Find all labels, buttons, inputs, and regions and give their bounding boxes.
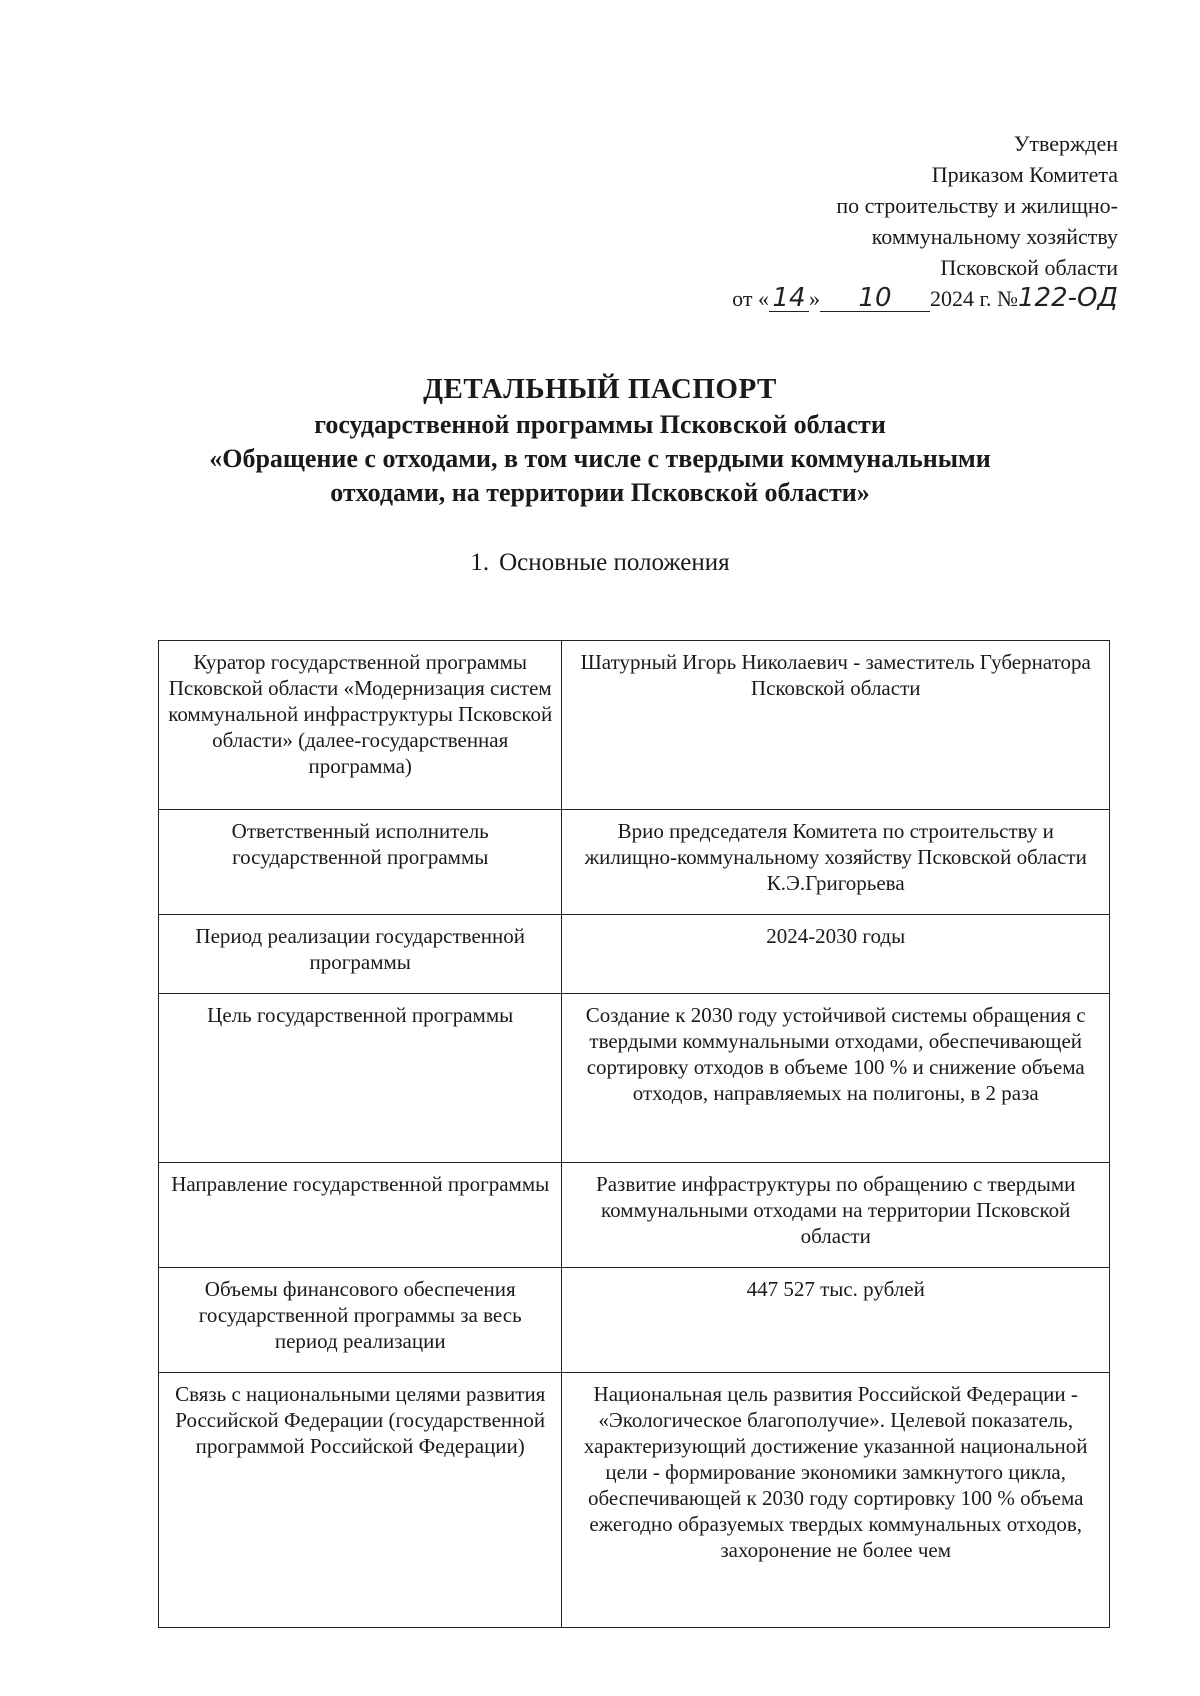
table-row xyxy=(159,810,1110,915)
table-row xyxy=(159,994,1110,1163)
approval-line-order: Приказом Комитета xyxy=(931,162,1118,187)
section-heading xyxy=(0,547,1200,579)
row-label-period: Период реализации государственной программы xyxy=(159,915,562,994)
title-main: ДЕТАЛЬНЫЙ ПАСПОРТ xyxy=(423,373,777,405)
row-value-curator: Шатурный Игорь Николаевич - заместитель Губернатора Псковской области xyxy=(562,641,1110,810)
date-day-close: » xyxy=(808,286,820,311)
title-line-name-part2: отходами, на территории Псковской области» xyxy=(330,478,870,507)
passport-table xyxy=(158,640,1110,1628)
table-row xyxy=(159,641,1110,810)
date-year: 2024 г. № xyxy=(929,286,1018,311)
table-row xyxy=(159,915,1110,994)
row-value-goal: Создание к 2030 году устойчивой системы обращения с твердыми коммунальными отходами, обеспечивающей сортировку отходов в объеме 100 % и снижение объема отходов, направляемых на полигоны, в 2 раза xyxy=(562,994,1110,1163)
row-value-funding: 447 527 тыс. рублей xyxy=(562,1268,1110,1373)
approval-line-housing: коммунальному хозяйству xyxy=(871,224,1118,249)
table-row xyxy=(159,1268,1110,1373)
row-label-national-goals: Связь с национальными целями развития Российской Федерации (государственной программой Российской Федерации) xyxy=(159,1373,562,1628)
row-label-direction: Направление государственной программы xyxy=(159,1163,562,1268)
date-day-handwritten: 14 xyxy=(769,285,809,312)
approval-date-line xyxy=(598,283,1118,314)
title-line-program: государственной программы Псковской области xyxy=(314,410,886,439)
row-value-executor: Врио председателя Комитета по строительству и жилищно-коммунальному хозяйству Псковской области К.Э.Григорьева xyxy=(562,810,1110,915)
row-value-direction: Развитие инфраструктуры по обращению с твердыми коммунальными отходами на территории Псковской области xyxy=(562,1163,1110,1268)
approval-line-region: Псковской области xyxy=(940,255,1118,280)
document-title xyxy=(0,370,1200,510)
row-label-curator: Куратор государственной программы Псковской области «Модернизация систем коммунальной инфраструктуры Псковской области» (далее-государственная программа) xyxy=(159,641,562,810)
date-month-handwritten: 10 xyxy=(820,285,930,312)
section-number: 1. xyxy=(470,549,490,576)
approval-line-committee: по строительству и жилищно- xyxy=(836,193,1118,218)
approval-line-approved: Утвержден xyxy=(1013,131,1118,156)
approval-block xyxy=(598,128,1118,314)
section-title: Основные положения xyxy=(499,549,730,576)
title-line-name-part1: «Обращение с отходами, в том числе с твердыми коммунальными xyxy=(209,444,991,473)
table-row xyxy=(159,1163,1110,1268)
date-prefix: от « xyxy=(732,286,769,311)
row-label-executor: Ответственный исполнитель государственной программы xyxy=(159,810,562,915)
row-label-goal: Цель государственной программы xyxy=(159,994,562,1163)
row-value-period: 2024-2030 годы xyxy=(562,915,1110,994)
row-value-national-goals: Национальная цель развития Российской Федерации - «Экологическое благополучие». Целевой показатель, характеризующий достижение указанной национальной цели - формирование экономики замкнутого цикла, обеспечивающей к 2030 году сортировку 100 % объема ежегодно образуемых твердых коммунальных отходов, захоронение не более чем xyxy=(562,1373,1110,1628)
order-number-handwritten: 122-ОД xyxy=(1018,283,1118,313)
table-row xyxy=(159,1373,1110,1628)
row-label-funding: Объемы финансового обеспечения государственной программы за весь период реализации xyxy=(159,1268,562,1373)
